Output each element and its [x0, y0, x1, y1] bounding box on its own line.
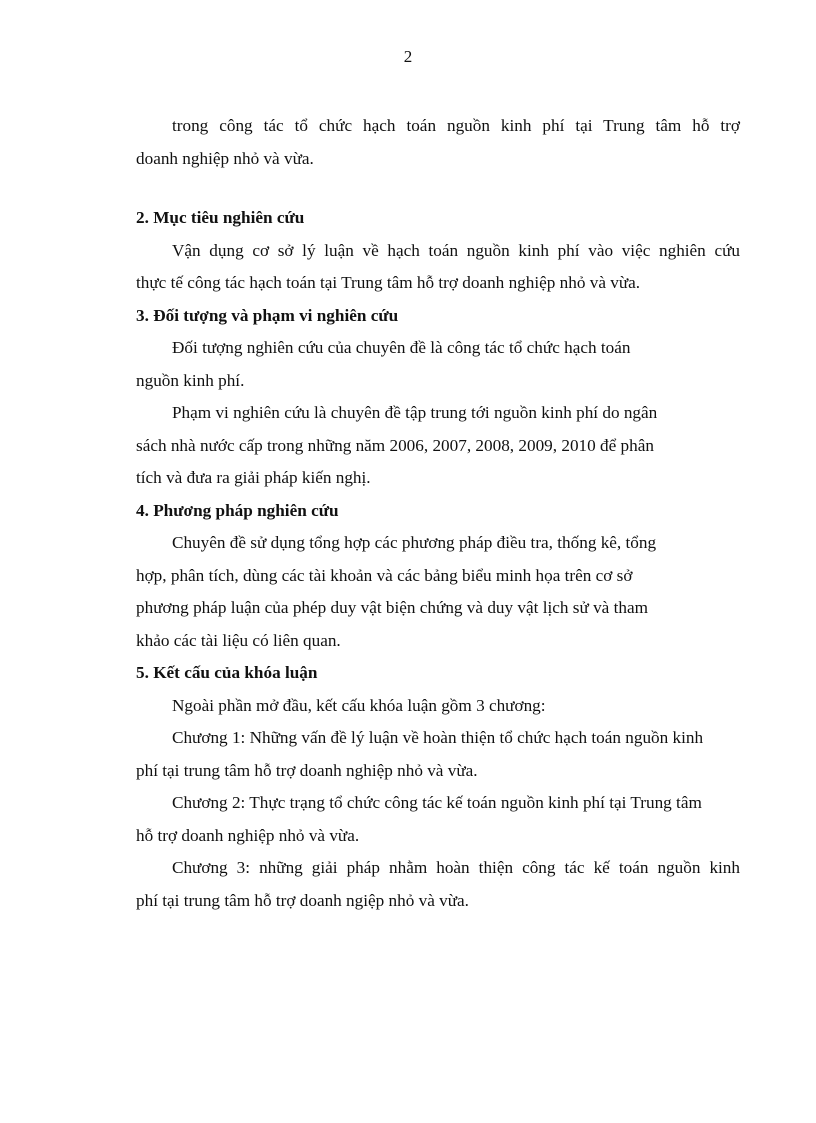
- text-line: phí tại trung tâm hỗ trợ doanh nghiệp nhỏ và vừa.: [136, 760, 478, 780]
- text-line: hợp, phân tích, dùng các tài khoản và các bảng biểu minh họa trên cơ sở: [136, 565, 633, 585]
- section-heading: 2. Mục tiêu nghiên cứu: [136, 208, 305, 227]
- text-line: phương pháp luận của phép duy vật biện chứng và duy vật lịch sử và tham: [136, 598, 648, 617]
- page-number: 2: [403, 47, 413, 66]
- text-line: nguồn kinh phí.: [136, 370, 245, 390]
- text-line: hỗ trợ doanh nghiệp nhỏ và vừa.: [136, 825, 360, 845]
- text-line: tích và đưa ra giải pháp kiến nghị.: [136, 468, 371, 487]
- text-line: doanh nghiệp nhỏ và vừa.: [136, 148, 314, 168]
- text-line: phí tại trung tâm hỗ trợ doanh ngiệp nhỏ và vừa.: [136, 890, 469, 910]
- section-scope: [136, 300, 740, 495]
- page-content: [136, 110, 740, 917]
- section-objectives: [136, 202, 740, 300]
- text-line: Ngoài phần mở đầu, kết cấu khóa luận gồm 3 chương:: [172, 695, 546, 715]
- intro-paragraph: [136, 110, 740, 175]
- text-line: Vận dụng cơ sở lý luận về hạch toán nguồn kinh phí vào việc nghiên cứu: [172, 240, 740, 260]
- section-methods: [136, 495, 740, 658]
- section-heading: 5. Kết cấu của khóa luận: [136, 663, 318, 682]
- section-structure: [136, 657, 740, 917]
- text-line: Phạm vi nghiên cứu là chuyên đề tập trung tới nguồn kinh phí do ngân: [172, 403, 658, 422]
- text-line: trong công tác tổ chức hạch toán nguồn kinh phí tại Trung tâm hỗ trợ: [172, 116, 740, 135]
- text-line: Chương 2: Thực trạng tổ chức công tác kế toán nguồn kinh phí tại Trung tâm: [172, 793, 702, 812]
- text-line: khảo các tài liệu có liên quan.: [136, 630, 341, 650]
- text-line: Đối tượng nghiên cứu của chuyên đề là công tác tổ chức hạch toán: [172, 338, 631, 357]
- text-line: Chương 1: Những vấn đề lý luận về hoàn thiện tổ chức hạch toán nguồn kinh: [172, 728, 704, 747]
- text-line: Chương 3: những giải pháp nhằm hoàn thiện công tác kế toán nguồn kinh: [172, 858, 740, 877]
- text-line: sách nhà nước cấp trong những năm 2006, 2007, 2008, 2009, 2010 để phân: [136, 435, 654, 455]
- text-line: thực tế công tác hạch toán tại Trung tâm hỗ trợ doanh nghiệp nhỏ và vừa.: [136, 273, 641, 292]
- section-heading: 3. Đối tượng và phạm vi nghiên cứu: [136, 305, 399, 325]
- text-line: Chuyên đề sử dụng tổng hợp các phương pháp điều tra, thống kê, tổng: [172, 533, 657, 552]
- section-heading: 4. Phương pháp nghiên cứu: [136, 500, 339, 520]
